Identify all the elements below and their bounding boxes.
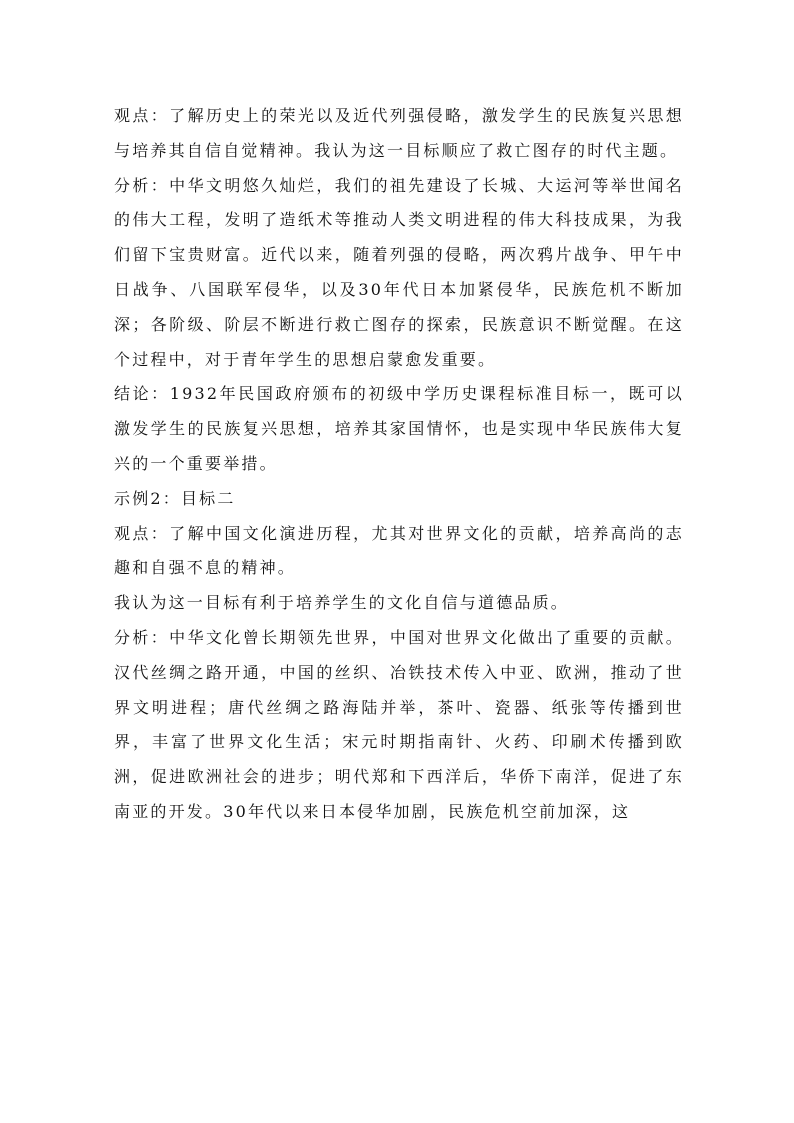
paragraph-viewpoint-2: 观点：了解中国文化演进历程，尤其对世界文化的贡献，培养高尚的志趣和自强不息的精神。 xyxy=(114,523,684,578)
example-heading-2: 示例2：目标二 xyxy=(114,488,236,508)
paragraph-analysis-2: 分析：中华文化曾长期领先世界，中国对世界文化做出了重要的贡献。汉代丝绸之路开通，中国的丝织、冶铁技术传入中亚、欧洲，推动了世界文明进程；唐代丝绸之路海陆并举，茶叶、瓷器、纸张等传播到世界，丰富了世界文化生活；宋元时期指南针、火药、印刷术传播到欧洲，促进欧洲社会的进步；明代郑和下西洋后，华侨下南洋，促进了东南亚的开发。30年代以来日本侵华加剧，民族危机空前加深，这 xyxy=(114,627,684,821)
document-body xyxy=(114,99,684,830)
paragraph-viewpoint-1: 观点：了解历史上的荣光以及近代列强侵略，激发学生的民族复兴思想与培养其自信自觉精神。我认为这一目标顺应了救亡图存的时代主题。 xyxy=(114,106,684,160)
paragraph-opinion-2: 我认为这一目标有利于培养学生的文化自信与道德品质。 xyxy=(114,593,570,613)
paragraph-analysis-1: 分析：中华文明悠久灿烂，我们的祖先建设了长城、大运河等举世闻名的伟大工程，发明了造纸术等推动人类文明进程的伟大科技成果，为我们留下宝贵财富。近代以来，随着列强的侵略，两次鸦片战争、甲午中日战争、八国联军侵华，以及30年代日本加紧侵华，民族危机不断加深；各阶级、阶层不断进行救亡图存的探索，民族意识不断觉醒。在这个过程中，对于青年学生的思想启蒙愈发重要。 xyxy=(114,175,684,369)
paragraph-conclusion-1: 结论：1932年民国政府颁布的初级中学历史课程标准目标一，既可以激发学生的民族复兴思想，培养其家国情怀，也是实现中华民族伟大复兴的一个重要举措。 xyxy=(114,384,684,473)
